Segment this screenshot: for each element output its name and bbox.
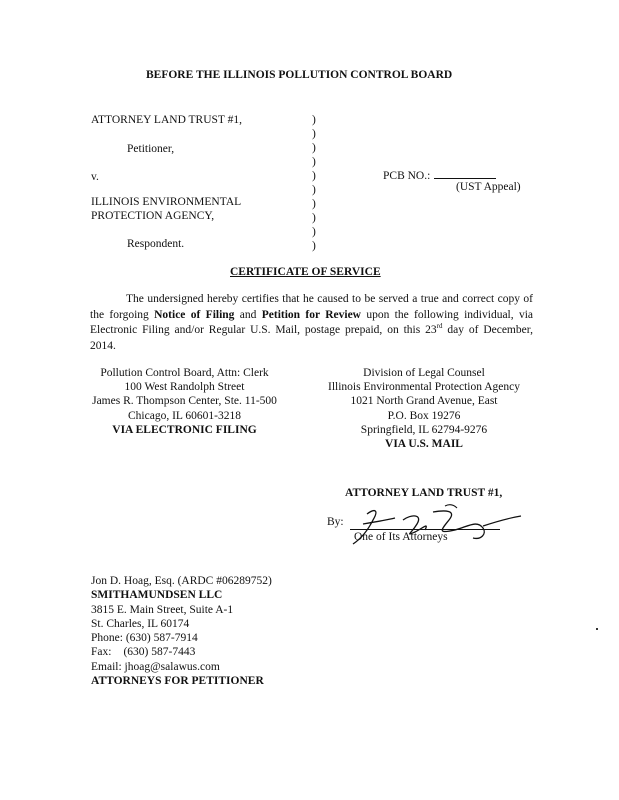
recipient-left-line: Chicago, IL 60601-3218	[128, 409, 241, 422]
respondent-name-line2: PROTECTION AGENCY,	[91, 210, 215, 222]
recipient-right-method: VIA U.S. MAIL	[385, 438, 463, 451]
versus: v.	[91, 171, 99, 183]
recipient-right-line: Division of Legal Counsel	[363, 367, 485, 379]
caption-paren: )	[312, 156, 316, 168]
recipient-right-line: 1021 North Grand Avenue, East	[350, 395, 498, 408]
counsel-firm: SMITHAMUNDSEN LLC	[91, 589, 223, 602]
body-bold-notice: Notice of Filing	[154, 308, 235, 321]
recipient-right-line: Springfield, IL 62794-9276	[360, 423, 488, 436]
counsel-phone	[91, 631, 272, 645]
fax-value: (630) 587-7443	[123, 646, 196, 659]
signature-entity: ATTORNEY LAND TRUST #1,	[345, 487, 503, 499]
appeal-type: (UST Appeal)	[456, 181, 521, 193]
recipient-left-method: VIA ELECTRONIC FILING	[112, 423, 257, 436]
email-label: Email:	[91, 660, 122, 673]
body-text-1: The undersigned hereby certifies that he caused to be served a true and correct copy of the forgoing	[90, 293, 533, 321]
caption-paren: )	[312, 212, 316, 224]
recipient-left-line: 100 West Randolph Street	[124, 381, 245, 394]
certificate-title: CERTIFICATE OF SERVICE	[230, 266, 381, 278]
certificate-body	[90, 292, 533, 354]
signature-by-label: By:	[327, 516, 344, 528]
caption-paren: )	[312, 128, 316, 140]
recipient-left	[92, 366, 277, 437]
caption-paren: )	[312, 240, 316, 252]
recipient-left-line: James R. Thompson Center, Ste. 11-500	[92, 395, 277, 408]
caption-paren: )	[312, 198, 316, 210]
counsel-block	[91, 574, 272, 688]
scan-speck	[596, 628, 598, 630]
recipient-left-line: Pollution Control Board, Attn: Clerk	[100, 367, 269, 379]
caption-paren: )	[312, 226, 316, 238]
recipient-right	[308, 366, 540, 451]
signature-line	[350, 529, 500, 530]
recipient-right-line: Illinois Environmental Protection Agency	[328, 381, 520, 394]
body-text-2: and	[234, 308, 262, 321]
petitioner-name: ATTORNEY LAND TRUST #1,	[91, 114, 242, 126]
pcb-blank-line	[434, 169, 496, 179]
body-text-3: upon the following individual, via Electronic Filing and/or Regular U.S. Mail, postage prepaid, on this 23	[90, 308, 534, 336]
email-value: jhoag@salawus.com	[124, 660, 220, 673]
counsel-email	[91, 660, 272, 674]
counsel-fax	[91, 645, 272, 659]
respondent-name-line1: ILLINOIS ENVIRONMENTAL	[91, 196, 242, 208]
body-text-4: day of December, 2014.	[90, 324, 533, 352]
body-superscript: rd	[436, 322, 443, 330]
fax-label: Fax:	[91, 646, 112, 659]
caption-paren: )	[312, 114, 316, 126]
phone-label: Phone:	[91, 632, 123, 645]
body-bold-petition: Petition for Review	[261, 308, 361, 321]
pcb-label: PCB NO.:	[383, 170, 431, 182]
counsel-address-line1: 3815 E. Main Street, Suite A-1	[91, 603, 234, 616]
board-heading: BEFORE THE ILLINOIS POLLUTION CONTROL BOARD	[146, 69, 453, 81]
recipient-right-line: P.O. Box 19276	[387, 409, 461, 422]
caption-paren: )	[312, 184, 316, 196]
phone-value: (630) 587-7914	[125, 632, 198, 645]
counsel-name: Jon D. Hoag, Esq. (ARDC #06289752)	[91, 575, 272, 587]
caption-paren: )	[312, 142, 316, 154]
respondent-role: Respondent.	[127, 238, 185, 250]
counsel-designation: ATTORNEYS FOR PETITIONER	[91, 675, 264, 688]
counsel-address-line2: St. Charles, IL 60174	[91, 617, 190, 630]
signer-caption: One of Its Attorneys	[354, 531, 448, 543]
caption-paren: )	[312, 170, 316, 182]
petitioner-role: Petitioner,	[127, 143, 175, 155]
